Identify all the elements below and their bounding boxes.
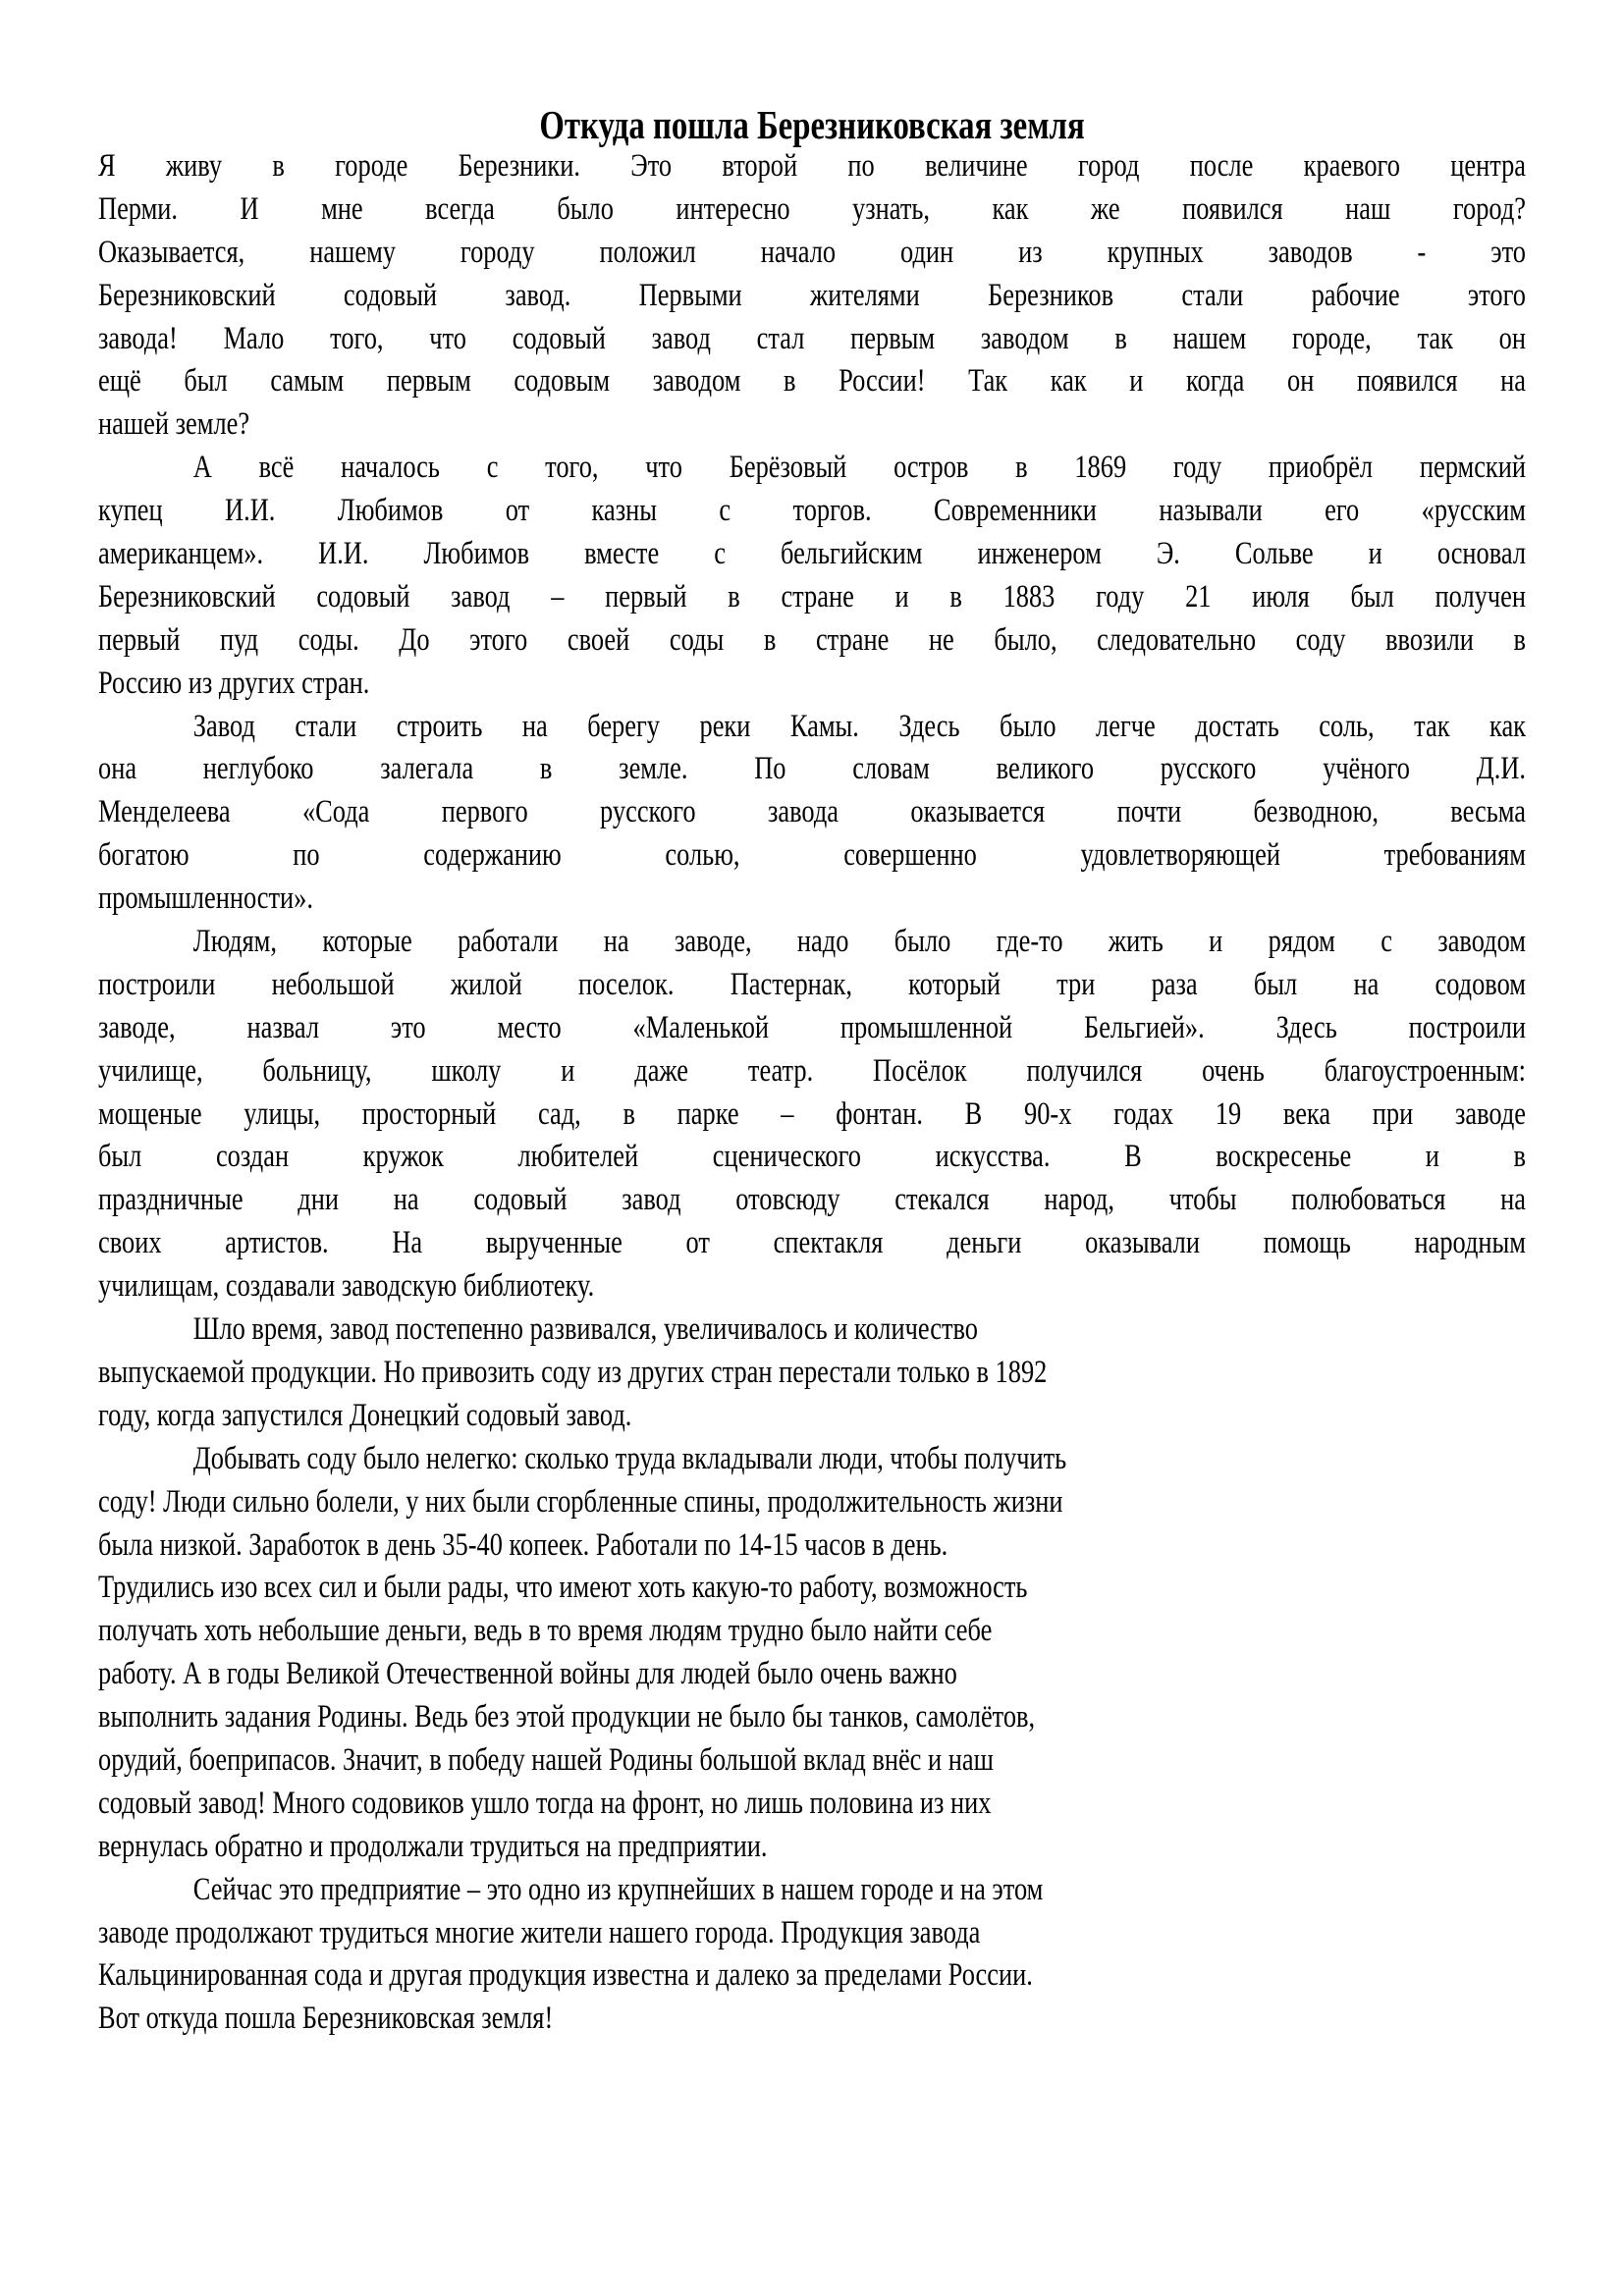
text-line-content: училище, больницу, школу и даже театр. Посёлок получился очень благоустроенным: [98, 1052, 1526, 1089]
paragraph [98, 921, 1526, 1308]
text-line-content: вернулась обратно и продолжали трудиться на предприятии. [98, 1828, 768, 1864]
text-line-content: работу. А в годы Великой Отечественной войны для людей было очень важно [98, 1656, 957, 1692]
text-line [98, 1050, 1526, 1094]
text-line [98, 1179, 1526, 1222]
text-line [98, 275, 1526, 318]
text-line-content: Добывать соду было нелегко: сколько труда вкладывали люди, чтобы получить [192, 1440, 1067, 1476]
text-line-content: Я живу в городе Березники. Это второй по величине город после краевого центра [98, 148, 1526, 184]
text-line [98, 964, 1526, 1007]
text-line-content: нашей земле? [98, 406, 250, 443]
document-title [0, 102, 1624, 147]
text-line [98, 1222, 1526, 1265]
text-line [98, 188, 1526, 232]
text-line-content: ещё был самым первым содовым заводом в России! Так как и когда он появился на [98, 363, 1526, 400]
text-line [98, 318, 1526, 361]
text-line-content: выполнить задания Родины. Ведь без этой продукции не было бы танков, самолётов, [98, 1699, 1036, 1735]
text-line-content: Шло время, завод постепенно развивался, увеличивалось и количество [192, 1311, 979, 1348]
text-line-content: А всё началось с того, что Берёзовый остров в 1869 году приобрёл пермский [192, 450, 1526, 486]
text-line [98, 1524, 1526, 1568]
text-line [98, 1481, 1526, 1524]
text-line-content: орудий, боеприпасов. Значит, в победу нашей Родины большой вклад внёс и наш [98, 1741, 994, 1778]
text-line-content: Сейчас это предприятие – это одно из крупнейших в нашем городе и на этом [192, 1871, 1044, 1907]
text-line [98, 1265, 1526, 1308]
document-title-text: Откуда пошла Березниковская земля [539, 102, 1085, 147]
text-line-content: богатою по содержанию солью, совершенно удовлетворяющей требованиям [98, 837, 1526, 874]
text-line [98, 1783, 1526, 1826]
text-line [98, 1395, 1526, 1438]
text-line [98, 1696, 1526, 1739]
text-line-content: Кальцинированная сода и другая продукция известна и далеко за пределами России. [98, 1957, 1033, 1994]
text-line [98, 706, 1526, 749]
text-line [98, 533, 1526, 576]
text-line [98, 1567, 1526, 1610]
text-line-content: она неглубоко залегала в земле. По словам великого русского учёного Д.И. [98, 751, 1526, 787]
text-line-content: первый пуд соды. До этого своей соды в стране не было, следовательно соду ввозили в [98, 621, 1526, 658]
text-line [98, 791, 1526, 834]
text-line-content: промышленности». [98, 881, 313, 917]
text-line-content: выпускаемой продукции. Но привозить соду из других стран перестали только в 1892 [98, 1354, 1048, 1390]
text-line [98, 748, 1526, 791]
text-line [98, 1912, 1526, 1955]
text-line [98, 834, 1526, 878]
text-line [98, 1438, 1526, 1481]
text-line [98, 921, 1526, 964]
text-line-content: году, когда запустился Донецкий содовый завод. [98, 1397, 632, 1433]
text-line-content: Перми. И мне всегда было интересно узнать, как же появился наш город? [98, 190, 1526, 227]
paragraph [98, 706, 1526, 921]
text-line [98, 1998, 1526, 2041]
text-line-content: мощеные улицы, просторный сад, в парке – фонтан. В 90-х годах 19 века при заводе [98, 1095, 1526, 1132]
text-line-content: Березниковский содовый завод. Первыми жителями Березников стали рабочие этого [98, 277, 1526, 313]
paragraph [98, 1869, 1526, 2042]
paragraph [98, 447, 1526, 705]
text-line [98, 360, 1526, 403]
document-body [98, 145, 1526, 2041]
text-line [98, 1954, 1526, 1998]
text-line-content: праздничные дни на содовый завод отовсюду стекался народ, чтобы полюбоваться на [98, 1182, 1526, 1218]
text-line [98, 1352, 1526, 1395]
paragraph [98, 1308, 1526, 1438]
text-line-content: училищам, создавали заводскую библиотеку. [98, 1268, 595, 1305]
text-line [98, 1610, 1526, 1653]
text-line [98, 490, 1526, 533]
text-line-content: Завод стали строить на берегу реки Камы. Здесь было легче достать соль, так как [192, 708, 1526, 744]
text-line [98, 663, 1526, 706]
text-line [98, 878, 1526, 921]
text-line-content: соду! Люди сильно болели, у них были сгорбленные спины, продолжительность жизни [98, 1483, 1063, 1520]
text-line [98, 1308, 1526, 1352]
text-line [98, 1869, 1526, 1912]
text-line-content: получать хоть небольшие деньги, ведь в то время людям трудно было найти себе [98, 1613, 993, 1649]
text-line-content: построили небольшой жилой поселок. Пастернак, который три раза был на содовом [98, 966, 1526, 1002]
text-line-content: Россию из других стран. [98, 665, 370, 701]
text-line-content: был создан кружок любителей сценического искусства. В воскресенье и в [98, 1139, 1526, 1175]
text-line [98, 232, 1526, 275]
text-line-content: заводе, назвал это место «Маленькой промышленной Бельгией». Здесь построили [98, 1009, 1526, 1045]
text-line-content: Вот откуда пошла Березниковская земля! [98, 2001, 554, 2037]
text-line-content: была низкой. Заработок в день 35-40 копеек. Работали по 14-15 часов в день. [98, 1526, 948, 1563]
text-line [98, 1739, 1526, 1783]
text-line-content: заводе продолжают трудиться многие жители нашего города. Продукция завода [98, 1914, 981, 1950]
text-line [98, 576, 1526, 619]
text-line [98, 447, 1526, 490]
text-line-content: купец И.И. Любимов от казны с торгов. Современники называли его «русским [98, 493, 1526, 529]
text-line [98, 403, 1526, 447]
text-line [98, 619, 1526, 663]
text-line-content: Березниковский содовый завод – первый в стране и в 1883 году 21 июля был получен [98, 578, 1526, 614]
text-line [98, 1007, 1526, 1050]
text-line-content: Оказывается, нашему городу положил начало один из крупных заводов - это [98, 234, 1526, 270]
text-line-content: Трудились изо всех сил и были рады, что имеют хоть какую-то работу, возможность [98, 1570, 1028, 1606]
text-line [98, 1136, 1526, 1179]
text-line-content: Менделеева «Сода первого русского завода оказывается почти безводною, весьма [98, 794, 1526, 830]
text-line-content: американцем». И.И. Любимов вместе с бельгийским инженером Э. Сольве и основал [98, 536, 1526, 572]
text-line [98, 145, 1526, 188]
text-line-content: Людям, которые работали на заводе, надо было где-то жить и рядом с заводом [192, 924, 1526, 960]
paragraph [98, 1438, 1526, 1869]
text-line [98, 1653, 1526, 1696]
text-line [98, 1826, 1526, 1869]
text-line-content: содовый завод! Много содовиков ушло тогда на фронт, но лишь половина из них [98, 1785, 992, 1821]
paragraph [98, 145, 1526, 447]
text-line [98, 1094, 1526, 1137]
text-line-content: своих артистов. На вырученные от спектакля деньги оказывали помощь народным [98, 1225, 1526, 1261]
text-line-content: завода! Мало того, что содовый завод стал первым заводом в нашем городе, так он [98, 320, 1526, 356]
